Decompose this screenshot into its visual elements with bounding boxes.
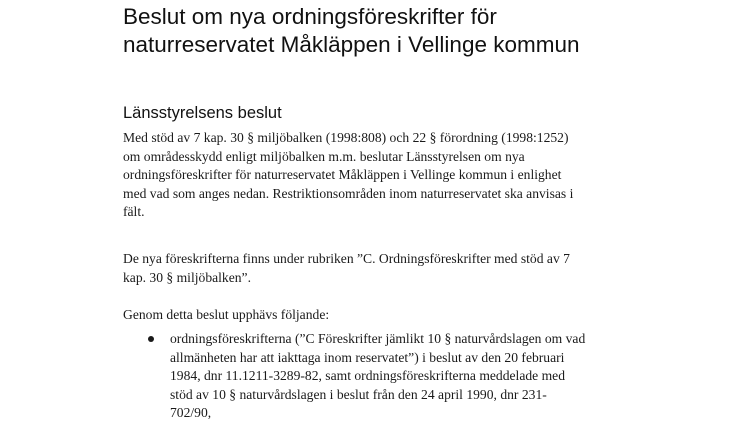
- list-item-line: 702/90,: [170, 405, 212, 420]
- document-title: [123, 3, 723, 59]
- paragraph-line: om områdesskydd enligt miljöbalken m.m. beslutar Länsstyrelsen om nya: [123, 148, 525, 164]
- paragraph-line: De nya föreskrifterna finns under rubriken ”C. Ordningsföreskrifter med stöd av 7: [123, 251, 570, 266]
- repeal-list: [146, 330, 585, 423]
- list-item-line: allmänheten har att iakttaga inom reservatet”) i beslut av den 20 februari: [170, 349, 565, 365]
- repeal-intro-paragraph: Genom detta beslut upphävs följande:: [123, 307, 330, 322]
- bullet-icon: [148, 336, 154, 342]
- list-item-line: 1984, dnr 11.1211-3289-82, samt ordningsföreskrifterna meddelade med: [170, 368, 566, 383]
- document-title-line: Beslut om nya ordningsföreskrifter för: [123, 4, 497, 29]
- paragraph-line: kap. 30 § miljöbalken”.: [123, 269, 251, 285]
- paragraph-line: Med stöd av 7 kap. 30 § miljöbalken (1998:808) och 22 § förordning (1998:1252): [123, 130, 569, 145]
- regulations-paragraph: [123, 250, 643, 287]
- paragraph-line: ordningsföreskrifter för naturreservatet Måkläppen i Vellinge kommun i enlighet: [123, 167, 562, 182]
- section-heading: Länsstyrelsens beslut: [123, 104, 282, 122]
- document-title-line: naturreservatet Måkläppen i Vellinge kommun: [123, 32, 580, 57]
- paragraph-line: fält.: [123, 204, 145, 219]
- paragraph-line: med vad som anges nedan. Restriktionsområden inom naturreservatet ska anvisas i: [123, 185, 574, 201]
- decision-paragraph: [123, 129, 643, 222]
- list-item-line: ordningsföreskrifterna (”C Föreskrifter jämlikt 10 § naturvårdslagen om vad: [170, 331, 586, 346]
- list-item: [146, 330, 585, 423]
- list-item-line: stöd av 10 § naturvårdslagen i beslut från den 24 april 1990, dnr 231-: [170, 386, 547, 402]
